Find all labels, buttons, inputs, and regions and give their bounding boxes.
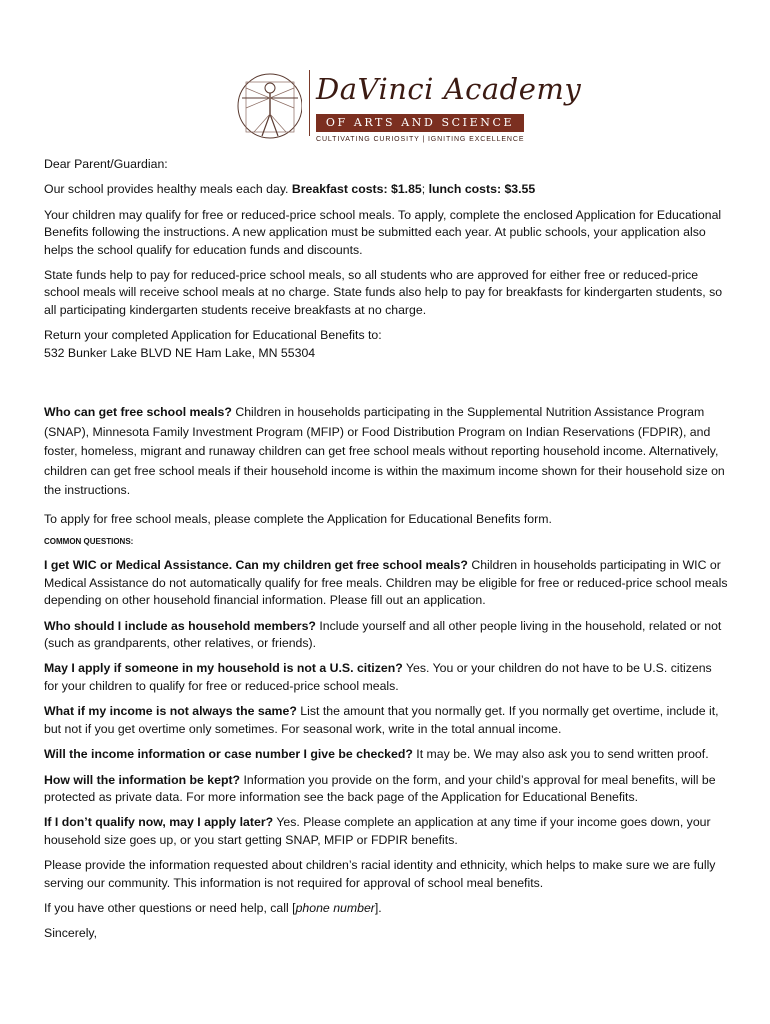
meal-costs-paragraph (44, 181, 728, 198)
letter-body (44, 156, 728, 951)
faq-question: Will the income information or case number I give be checked? (44, 747, 413, 762)
race-ethnicity-paragraph: Please provide the information requested about children’s racial identity and ethnicity, which helps to make sure we are fully serving our community. This information is not required for approval of school meal benefits. (44, 858, 716, 890)
common-questions-heading: COMMON QUESTIONS: (44, 537, 134, 547)
apply-line: To apply for free school meals, please complete the Application for Educational Benefits form. (44, 512, 552, 527)
faq-item (44, 814, 728, 849)
help-post: ]. (374, 900, 382, 915)
vitruvian-man-icon (232, 66, 302, 142)
faq-item (44, 772, 728, 807)
school-logo (232, 64, 582, 144)
lunch-cost: lunch costs: $3.55 (428, 182, 536, 197)
faq-item (44, 618, 728, 653)
faq-question: May I apply if someone in my household is not a U.S. citizen? (44, 661, 403, 676)
qualify-paragraph: Your children may qualify for free or reduced-price school meals. To apply, complete the enclosed Application for Educational Benefits following the instructions. A new application must be submitted each year. At public schools, your application also helps the school qualify for education funds and discounts. (44, 207, 722, 257)
faq-answer: Children in households participating in WIC or Medical Assistance do not automatically qualify for free meals. Children may be eligible for free or reduced-price school meals depending on other household financial information. Please fill out an application. (44, 558, 728, 608)
logo-tagline: CULTIVATING CURIOSITY | IGNITING EXCELLENCE (316, 136, 525, 143)
faq-question: Who should I include as household members? (44, 618, 316, 633)
help-line (44, 900, 728, 917)
faq-answer: It may be. We may also ask you to send written proof. (412, 747, 709, 762)
breakfast-cost: Breakfast costs: $1.85 (291, 182, 422, 197)
state-funds-paragraph: State funds help to pay for reduced-price school meals, so all students who are approved for either free or reduced-price school meals will receive school meals at no charge. State funds also help to pay for breakfasts for kindergarten students, so all participating kindergarten students receive breakfasts at no charge. (44, 268, 723, 317)
faq-answer: Yes. You or your children do not have to be U.S. citizens for your children to qualify for free or reduced-price school meals. (44, 661, 712, 693)
faq-question: How will the information be kept? (44, 772, 241, 787)
free-meals-paragraph (44, 403, 728, 501)
return-address (44, 327, 728, 362)
logo-divider (309, 70, 310, 136)
faq-answer: Information you provide on the form, and your child’s approval for meal benefits, will be protected as private data. For more information see the back page of the Application for Educational Benefits. (44, 772, 716, 804)
faq-answer: Yes. Please complete an application at any time if your income goes down, your household size goes up, or you start getting SNAP, MFIP or FDPIR benefits. (44, 815, 711, 847)
faq-item (44, 746, 728, 763)
cost-separator: ; (421, 182, 429, 197)
faq-question: What if my income is not always the same? (44, 704, 297, 719)
free-meals-question: Who can get free school meals? (44, 405, 232, 420)
salutation: Dear Parent/Guardian: (44, 157, 168, 171)
logo-band: OF ARTS AND SCIENCE (316, 114, 524, 132)
faq-answer: Include yourself and all other people living in the household, related or not (such as grandparents, other relatives, or friends). (44, 618, 722, 651)
free-meals-answer: Children in households participating in the Supplemental Nutrition Assistance Program (SNAP), Minnesota Family Investment Program (MFIP) or Food Distribution Program on Indian Reservations (FDPIR), and foster, homeless, migrant and runaway children can get free school meals without reporting household income. Alternatively, children can get free school meals if their household income is within the maximum income shown for their household size on the instructions. (44, 405, 725, 498)
faq-item (44, 703, 728, 738)
phone-placeholder: phone number (295, 900, 375, 915)
faq-item (44, 660, 728, 695)
return-line: Return your completed Application for Educational Benefits to: (44, 328, 382, 343)
faq-question: If I don’t qualify now, may I apply later? (44, 815, 274, 830)
address-line: 532 Bunker Lake BLVD NE Ham Lake, MN 55304 (44, 345, 316, 360)
logo-name: DaVinci Academy (316, 72, 582, 106)
help-pre: If you have other questions or need help, call [ (44, 900, 296, 915)
intro-text: Our school provides healthy meals each day. (44, 182, 292, 197)
closing: Sincerely, (44, 926, 98, 941)
faq-question: I get WIC or Medical Assistance. Can my children get free school meals? (44, 558, 468, 573)
faq-answer: List the amount that you normally get. If you normally get overtime, include it, but not if you get overtime only sometimes. For seasonal work, write in the total annual income. (44, 704, 719, 736)
faq-item (44, 557, 728, 609)
